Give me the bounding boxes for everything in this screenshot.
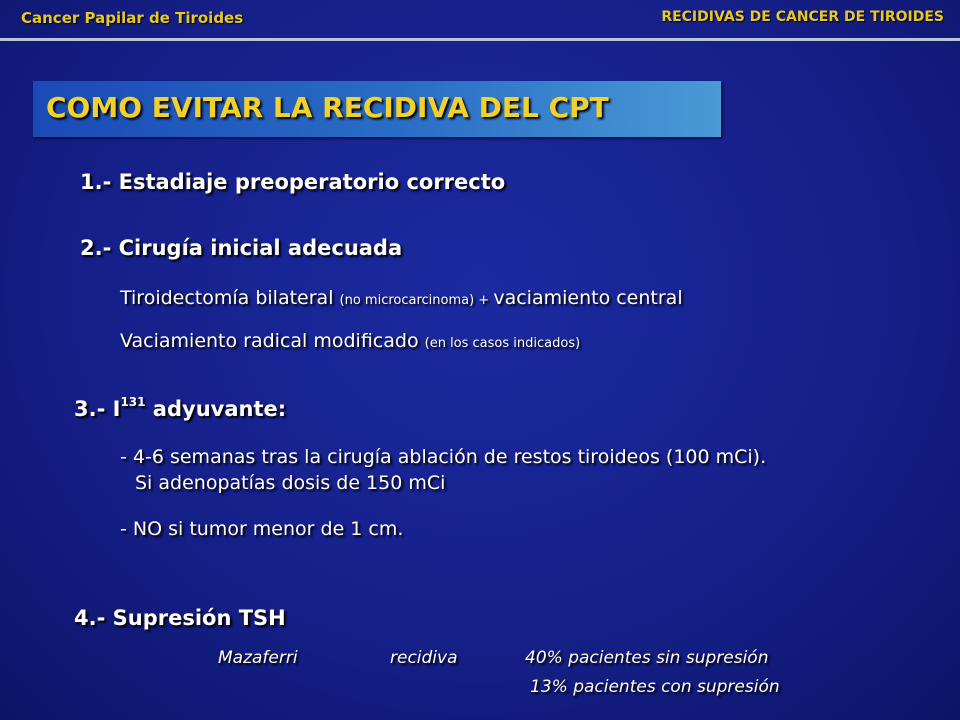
header-right-label: RECIDIVAS DE CANCER DE TIROIDES: [661, 9, 944, 25]
point-2b-main: Vaciamiento radical modificado: [120, 330, 425, 352]
point-4-word: recidiva: [390, 648, 458, 668]
point-3-post: adyuvante:: [145, 397, 287, 421]
point-4-stat1: 40% pacientes sin supresión: [525, 648, 769, 668]
point-3b: - NO si tumor menor de 1 cm.: [120, 518, 404, 540]
title-banner: [33, 81, 721, 137]
point-2b: [120, 330, 580, 352]
point-4-stat2: 13% pacientes con supresión: [530, 677, 780, 697]
header-divider: [0, 38, 960, 41]
point-2: 2.- Cirugía inicial adecuada: [80, 236, 403, 260]
slide-title: COMO EVITAR LA RECIDIVA DEL CPT: [46, 91, 609, 124]
point-2a-tail: vaciamiento central: [493, 287, 683, 309]
point-3-sup: 131: [120, 395, 146, 409]
point-4: 4.- Supresión TSH: [74, 606, 286, 630]
point-2a-note: (no microcarcinoma) +: [339, 293, 494, 308]
point-3-pre: 3.- I: [74, 397, 121, 421]
header-left-label: Cancer Papilar de Tiroides: [21, 9, 244, 27]
point-3: [74, 397, 286, 421]
point-3a: - 4-6 semanas tras la cirugía ablación de restos tiroideos (100 mCi).: [120, 446, 767, 468]
point-3a-cont: Si adenopatías dosis de 150 mCi: [135, 472, 446, 494]
point-2a-main: Tiroidectomía bilateral: [120, 287, 340, 309]
point-4-author: Mazaferri: [218, 648, 298, 668]
point-1: 1.- Estadiaje preoperatorio correcto: [80, 170, 506, 194]
point-2a: [120, 287, 683, 309]
point-2b-note: (en los casos indicados): [424, 336, 581, 351]
